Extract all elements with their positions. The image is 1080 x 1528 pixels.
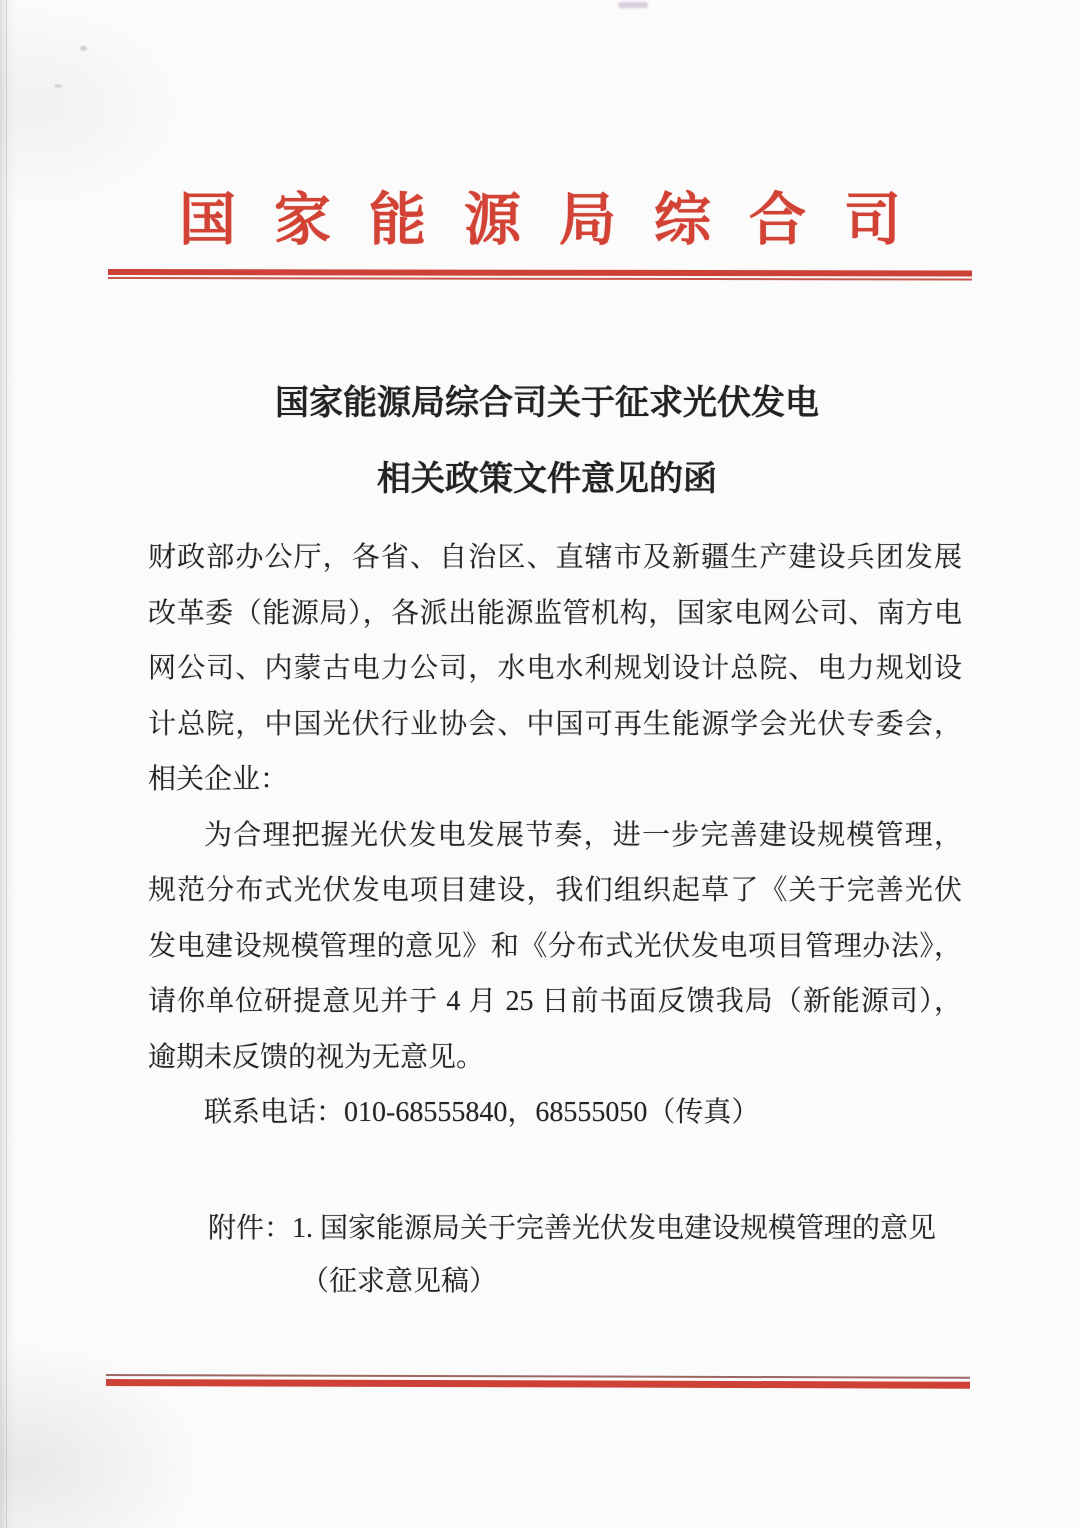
letterhead-rule [108,269,972,281]
body-line: 计总院，中国光伏行业协会、中国可再生能源学会光伏专委会， [148,708,962,740]
scan-artifact-speck [80,46,87,51]
document-title-line2: 相关政策文件意见的函 [377,461,717,498]
body-line: 发电建设规模管理的意见》和《分布式光伏发电项目管理办法》， [148,930,962,962]
body-line: 网公司、内蒙古电力公司，水电水利规划设计总院、电力规划设 [148,653,962,684]
body-line: 请你单位研提意见并于 4 月 25 日前书面反馈我局（新能源司）， [148,986,962,1017]
contact-phone-line: 联系电话：010-68555840，68555050（传真） [204,1097,760,1128]
letterhead-rule-thin [108,277,972,281]
body-line: 相关企业： [148,764,289,795]
agency-letterhead-title: 国家能源局综合司 [179,189,939,252]
body-line: 规范分布式光伏发电项目建设，我们组织起草了《关于完善光伏 [148,875,962,906]
letter-body [148,530,962,1141]
document-title [0,366,1080,518]
document-title-line1: 国家能源局综合司关于征求光伏发电 [275,385,819,422]
footer-rule-thick [106,1379,970,1389]
body-line: 财政部办公厅，各省、自治区、直辖市及新疆生产建设兵团发展 [148,542,962,573]
body-line: 改革委（能源局），各派出能源监管机构，国家电网公司、南方电 [148,597,962,629]
scan-artifact-dash [618,2,648,8]
scan-artifact-speck [54,84,62,88]
body-line: 逾期未反馈的视为无意见。 [148,1041,485,1073]
body-line: 为合理把握光伏发电发展节奏，进一步完善建设规模管理， [204,819,962,851]
attachment-line1: 附件：1. 国家能源局关于完善光伏发电建设规模管理的意见 [208,1213,937,1244]
footer-rule [106,1374,970,1388]
attachments-section [148,1202,1008,1308]
attachment-line2: （征求意见稿） [301,1266,498,1297]
